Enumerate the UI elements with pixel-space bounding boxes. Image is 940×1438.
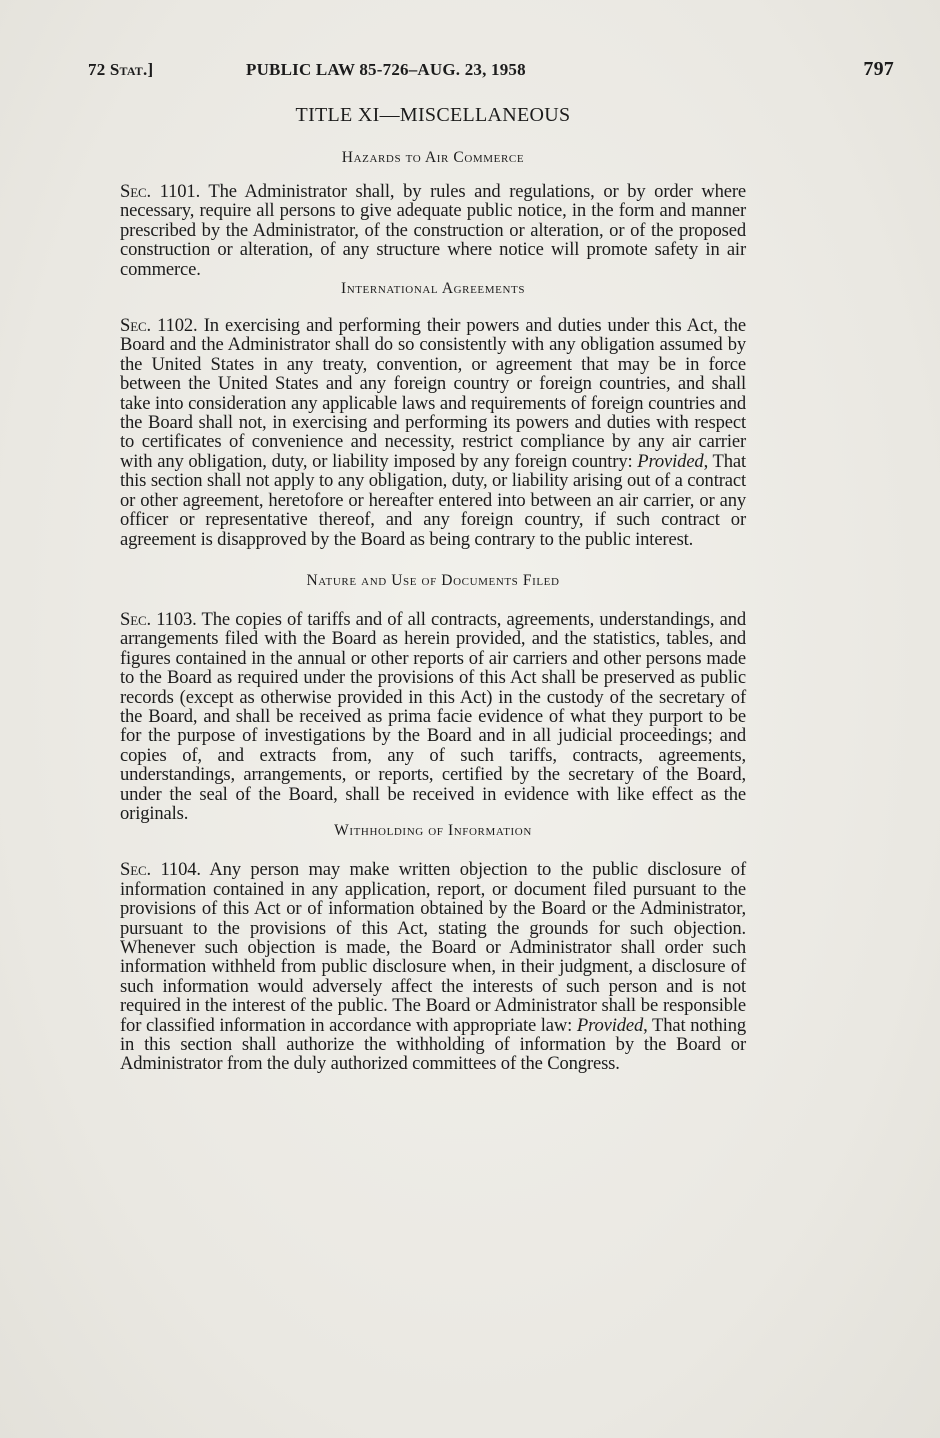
section-heading-withholding: Withholding of Information [334, 822, 532, 840]
proviso-italic: Provided [637, 450, 704, 472]
section-1101 [120, 182, 746, 279]
section-heading-international: International Agreements [340, 280, 526, 298]
section-1103 [120, 610, 746, 823]
section-label: Sec. 1103. [120, 608, 197, 630]
statute-reference: 72 Stat.] [88, 60, 154, 79]
section-text: The Administrator shall, by rules and regulations, or by order where necessary, require all persons to give adequate public notice, in the form and manner prescribed by the Administrator, of the construction or alteration, or of the proposed construction or alteration, of any structure where notice will promote safety in air commerce. [120, 181, 746, 280]
title-heading: TITLE XI—MISCELLANEOUS [295, 104, 571, 126]
page-number: 797 [863, 58, 894, 80]
section-label: Sec. 1102. [120, 315, 198, 337]
section-text-continued: , That this section shall not apply to any obligation, duty, or liability arising out of a contract or other agreement, heretofore or hereafter entered into between an air carrier, or any officer or representative thereof, and any foreign country, if such contract or agreement is disapproved by the Board as being contrary to the public interest. [120, 450, 746, 550]
section-label: Sec. 1104. [120, 859, 201, 881]
section-heading-documents: Nature and Use of Documents Filed [306, 571, 560, 589]
section-text: The copies of tariffs and of all contracts, agreements, understandings, and arrangements filed with the Board as herein provided, and the statistics, tables, and figures contained in the annual or other reports of air carriers and other persons made to the Board as required under the provisions of this Act shall be preserved as public records (except as otherwise provided in this Act) in the custody of the secretary of the Board, and shall be received as prima facie evidence of what they purport to be for the purpose of investigations by the Board and in all judicial proceedings; and copies of, and extracts from, any of such tariffs, contracts, agreements, understandings, arrangements, or reports, certified by the secretary of the Board, under the seal of the Board, shall be received in evidence with like effect as the originals. [120, 608, 746, 824]
public-law-citation: PUBLIC LAW 85-726–AUG. 23, 1958 [246, 60, 526, 79]
section-1104 [120, 860, 746, 1073]
section-label: Sec. 1101. [120, 181, 201, 202]
section-heading-hazards: Hazards to Air Commerce [341, 149, 525, 166]
section-text: Any person may make written objection to the public disclosure of information contained in any application, report, or document filed pursuant to the provisions of this Act or of information obtained by the Board or the Administrator, pursuant to the provisions of this Act, stating the grounds for such objection. Whenever such objection is made, the Board or Administrator shall order such information withheld from public disclosure when, in their judgment, a disclosure of such information would adversely affect the interests of such person and is not required in the interest of the public. The Board or Administrator shall be responsible for classified information in accordance with appropriate law: [120, 859, 746, 1036]
proviso-italic: Provided [576, 1014, 644, 1036]
section-text: In exercising and performing their powers and duties under this Act, the Board and the Administrator shall do so consistently with any obligation assumed by the United States in any treaty, convention, or agreement that may be in force between the United States and any foreign country or foreign countries, and shall take into consideration any applicable laws and requirements of foreign countries and the Board shall not, in exercising and performing its powers and duties with respect to certificates of convenience and necessity, restrict compliance by any air carrier with any obligation, duty, or liability imposed by any foreign country: [120, 315, 746, 472]
page-body [120, 104, 746, 1074]
running-head [88, 60, 894, 84]
section-text-continued: , That nothing in this section shall authorize the withholding of information by the Board or Administrator from the duly authorized committees of the Congress. [120, 1014, 746, 1075]
section-1102 [120, 316, 746, 549]
